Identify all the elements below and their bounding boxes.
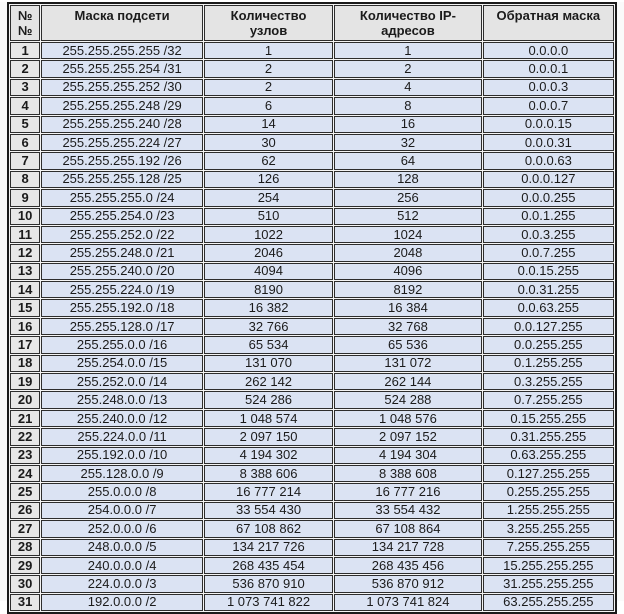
table-row bbox=[10, 263, 614, 280]
cell-wildcard: 0.0.0.127 bbox=[483, 171, 614, 188]
cell-wildcard: 0.0.255.255 bbox=[483, 336, 614, 353]
table-row bbox=[10, 483, 614, 500]
cell-mask: 255.255.255.248 /29 bbox=[41, 97, 203, 114]
cell-hosts: 134 217 726 bbox=[204, 539, 333, 556]
cell-num: 16 bbox=[10, 318, 40, 335]
table-row bbox=[10, 428, 614, 445]
cell-mask: 252.0.0.0 /6 bbox=[41, 520, 203, 537]
table-row bbox=[10, 465, 614, 482]
cell-num: 8 bbox=[10, 171, 40, 188]
cell-hosts: 2 bbox=[204, 60, 333, 77]
cell-num: 27 bbox=[10, 520, 40, 537]
cell-ips: 4 bbox=[334, 79, 481, 96]
cell-wildcard: 0.63.255.255 bbox=[483, 447, 614, 464]
cell-num: 3 bbox=[10, 79, 40, 96]
cell-wildcard: 31.255.255.255 bbox=[483, 575, 614, 592]
cell-ips: 8192 bbox=[334, 281, 481, 298]
cell-mask: 240.0.0.0 /4 bbox=[41, 557, 203, 574]
cell-mask: 255.255.255.224 /27 bbox=[41, 134, 203, 151]
header-ip-count: Количество IP-адресов bbox=[334, 5, 481, 41]
cell-wildcard: 0.0.0.15 bbox=[483, 116, 614, 133]
cell-wildcard: 0.0.0.255 bbox=[483, 189, 614, 206]
cell-ips: 1 073 741 824 bbox=[334, 594, 481, 611]
cell-wildcard: 0.0.1.255 bbox=[483, 208, 614, 225]
cell-ips: 134 217 728 bbox=[334, 539, 481, 556]
cell-num: 29 bbox=[10, 557, 40, 574]
cell-ips: 16 384 bbox=[334, 299, 481, 316]
cell-num: 19 bbox=[10, 373, 40, 390]
cell-mask: 255.192.0.0 /10 bbox=[41, 447, 203, 464]
cell-num: 6 bbox=[10, 134, 40, 151]
cell-mask: 255.240.0.0 /12 bbox=[41, 410, 203, 427]
cell-hosts: 30 bbox=[204, 134, 333, 151]
cell-mask: 255.255.252.0 /22 bbox=[41, 226, 203, 243]
cell-ips: 128 bbox=[334, 171, 481, 188]
header-row bbox=[10, 5, 614, 41]
cell-ips: 67 108 864 bbox=[334, 520, 481, 537]
cell-hosts: 16 382 bbox=[204, 299, 333, 316]
cell-mask: 224.0.0.0 /3 bbox=[41, 575, 203, 592]
cell-mask: 255.255.224.0 /19 bbox=[41, 281, 203, 298]
cell-hosts: 126 bbox=[204, 171, 333, 188]
table-row bbox=[10, 97, 614, 114]
subnet-table-body bbox=[10, 42, 614, 611]
cell-ips: 268 435 456 bbox=[334, 557, 481, 574]
cell-num: 4 bbox=[10, 97, 40, 114]
cell-hosts: 524 286 bbox=[204, 391, 333, 408]
cell-mask: 192.0.0.0 /2 bbox=[41, 594, 203, 611]
table-row bbox=[10, 134, 614, 151]
cell-wildcard: 0.1.255.255 bbox=[483, 355, 614, 372]
table-row bbox=[10, 281, 614, 298]
cell-num: 18 bbox=[10, 355, 40, 372]
cell-num: 11 bbox=[10, 226, 40, 243]
cell-hosts: 6 bbox=[204, 97, 333, 114]
cell-mask: 255.0.0.0 /8 bbox=[41, 483, 203, 500]
cell-ips: 256 bbox=[334, 189, 481, 206]
cell-num: 9 bbox=[10, 189, 40, 206]
cell-ips: 536 870 912 bbox=[334, 575, 481, 592]
header-wildcard-mask: Обратная маска bbox=[483, 5, 614, 41]
cell-wildcard: 0.0.127.255 bbox=[483, 318, 614, 335]
cell-wildcard: 0.0.15.255 bbox=[483, 263, 614, 280]
table-row bbox=[10, 116, 614, 133]
table-row bbox=[10, 171, 614, 188]
cell-mask: 255.255.0.0 /16 bbox=[41, 336, 203, 353]
cell-ips: 4096 bbox=[334, 263, 481, 280]
table-row bbox=[10, 502, 614, 519]
table-row bbox=[10, 189, 614, 206]
cell-mask: 255.254.0.0 /15 bbox=[41, 355, 203, 372]
cell-mask: 255.255.192.0 /18 bbox=[41, 299, 203, 316]
cell-hosts: 4094 bbox=[204, 263, 333, 280]
cell-hosts: 1 073 741 822 bbox=[204, 594, 333, 611]
table-row bbox=[10, 208, 614, 225]
table-row bbox=[10, 226, 614, 243]
cell-hosts: 8 388 606 bbox=[204, 465, 333, 482]
cell-mask: 255.255.255.240 /28 bbox=[41, 116, 203, 133]
cell-hosts: 14 bbox=[204, 116, 333, 133]
cell-wildcard: 0.0.0.63 bbox=[483, 152, 614, 169]
cell-ips: 1 bbox=[334, 42, 481, 59]
table-row bbox=[10, 152, 614, 169]
cell-num: 13 bbox=[10, 263, 40, 280]
cell-wildcard: 0.7.255.255 bbox=[483, 391, 614, 408]
cell-hosts: 2046 bbox=[204, 244, 333, 261]
cell-mask: 255.255.248.0 /21 bbox=[41, 244, 203, 261]
cell-mask: 255.255.255.252 /30 bbox=[41, 79, 203, 96]
table-row bbox=[10, 299, 614, 316]
cell-wildcard: 0.0.63.255 bbox=[483, 299, 614, 316]
cell-num: 23 bbox=[10, 447, 40, 464]
cell-num: 31 bbox=[10, 594, 40, 611]
subnet-mask-table bbox=[7, 2, 617, 614]
table-row bbox=[10, 594, 614, 611]
cell-mask: 255.255.255.128 /25 bbox=[41, 171, 203, 188]
cell-ips: 1 048 576 bbox=[334, 410, 481, 427]
cell-num: 10 bbox=[10, 208, 40, 225]
table-row bbox=[10, 410, 614, 427]
table-row bbox=[10, 557, 614, 574]
table-header bbox=[10, 5, 614, 41]
cell-ips: 2 097 152 bbox=[334, 428, 481, 445]
table-row bbox=[10, 318, 614, 335]
cell-ips: 2048 bbox=[334, 244, 481, 261]
header-host-count: Количество узлов bbox=[204, 5, 333, 41]
cell-num: 2 bbox=[10, 60, 40, 77]
cell-num: 1 bbox=[10, 42, 40, 59]
cell-ips: 524 288 bbox=[334, 391, 481, 408]
cell-num: 24 bbox=[10, 465, 40, 482]
table-row bbox=[10, 447, 614, 464]
cell-mask: 248.0.0.0 /5 bbox=[41, 539, 203, 556]
cell-wildcard: 0.31.255.255 bbox=[483, 428, 614, 445]
cell-hosts: 33 554 430 bbox=[204, 502, 333, 519]
cell-wildcard: 0.255.255.255 bbox=[483, 483, 614, 500]
cell-wildcard: 0.0.31.255 bbox=[483, 281, 614, 298]
cell-hosts: 1022 bbox=[204, 226, 333, 243]
cell-mask: 255.224.0.0 /11 bbox=[41, 428, 203, 445]
cell-hosts: 65 534 bbox=[204, 336, 333, 353]
cell-num: 25 bbox=[10, 483, 40, 500]
table-row bbox=[10, 539, 614, 556]
table-row bbox=[10, 391, 614, 408]
cell-mask: 255.248.0.0 /13 bbox=[41, 391, 203, 408]
cell-ips: 33 554 432 bbox=[334, 502, 481, 519]
cell-wildcard: 0.0.3.255 bbox=[483, 226, 614, 243]
cell-hosts: 32 766 bbox=[204, 318, 333, 335]
cell-ips: 8 388 608 bbox=[334, 465, 481, 482]
cell-num: 14 bbox=[10, 281, 40, 298]
cell-wildcard: 0.0.0.0 bbox=[483, 42, 614, 59]
cell-num: 21 bbox=[10, 410, 40, 427]
cell-wildcard: 0.0.0.3 bbox=[483, 79, 614, 96]
cell-mask: 255.255.255.0 /24 bbox=[41, 189, 203, 206]
cell-wildcard: 0.15.255.255 bbox=[483, 410, 614, 427]
cell-ips: 4 194 304 bbox=[334, 447, 481, 464]
cell-hosts: 510 bbox=[204, 208, 333, 225]
cell-mask: 255.252.0.0 /14 bbox=[41, 373, 203, 390]
cell-wildcard: 0.127.255.255 bbox=[483, 465, 614, 482]
table-row bbox=[10, 244, 614, 261]
cell-ips: 64 bbox=[334, 152, 481, 169]
cell-num: 26 bbox=[10, 502, 40, 519]
cell-hosts: 131 070 bbox=[204, 355, 333, 372]
cell-mask: 255.255.128.0 /17 bbox=[41, 318, 203, 335]
cell-wildcard: 3.255.255.255 bbox=[483, 520, 614, 537]
cell-ips: 32 bbox=[334, 134, 481, 151]
cell-wildcard: 1.255.255.255 bbox=[483, 502, 614, 519]
cell-num: 17 bbox=[10, 336, 40, 353]
table-row bbox=[10, 355, 614, 372]
cell-ips: 1024 bbox=[334, 226, 481, 243]
cell-hosts: 262 142 bbox=[204, 373, 333, 390]
header-number: №№ bbox=[10, 5, 40, 41]
table-row bbox=[10, 520, 614, 537]
cell-ips: 2 bbox=[334, 60, 481, 77]
table-row bbox=[10, 42, 614, 59]
cell-hosts: 1 bbox=[204, 42, 333, 59]
cell-hosts: 268 435 454 bbox=[204, 557, 333, 574]
cell-hosts: 62 bbox=[204, 152, 333, 169]
table-row bbox=[10, 373, 614, 390]
cell-wildcard: 15.255.255.255 bbox=[483, 557, 614, 574]
cell-wildcard: 0.3.255.255 bbox=[483, 373, 614, 390]
cell-wildcard: 0.0.0.31 bbox=[483, 134, 614, 151]
cell-wildcard: 0.0.0.7 bbox=[483, 97, 614, 114]
cell-mask: 255.255.240.0 /20 bbox=[41, 263, 203, 280]
cell-hosts: 16 777 214 bbox=[204, 483, 333, 500]
header-subnet-mask: Маска подсети bbox=[41, 5, 203, 41]
cell-hosts: 67 108 862 bbox=[204, 520, 333, 537]
table-row bbox=[10, 60, 614, 77]
cell-ips: 65 536 bbox=[334, 336, 481, 353]
cell-num: 12 bbox=[10, 244, 40, 261]
cell-ips: 16 bbox=[334, 116, 481, 133]
cell-wildcard: 7.255.255.255 bbox=[483, 539, 614, 556]
cell-num: 5 bbox=[10, 116, 40, 133]
cell-num: 22 bbox=[10, 428, 40, 445]
cell-num: 20 bbox=[10, 391, 40, 408]
cell-mask: 255.255.255.192 /26 bbox=[41, 152, 203, 169]
cell-mask: 254.0.0.0 /7 bbox=[41, 502, 203, 519]
cell-mask: 255.255.255.255 /32 bbox=[41, 42, 203, 59]
cell-hosts: 254 bbox=[204, 189, 333, 206]
cell-ips: 131 072 bbox=[334, 355, 481, 372]
cell-hosts: 1 048 574 bbox=[204, 410, 333, 427]
cell-hosts: 536 870 910 bbox=[204, 575, 333, 592]
cell-mask: 255.255.255.254 /31 bbox=[41, 60, 203, 77]
cell-hosts: 8190 bbox=[204, 281, 333, 298]
screenshot-root bbox=[0, 2, 624, 610]
cell-num: 15 bbox=[10, 299, 40, 316]
cell-hosts: 2 bbox=[204, 79, 333, 96]
cell-mask: 255.255.254.0 /23 bbox=[41, 208, 203, 225]
cell-hosts: 2 097 150 bbox=[204, 428, 333, 445]
cell-ips: 262 144 bbox=[334, 373, 481, 390]
cell-num: 28 bbox=[10, 539, 40, 556]
cell-hosts: 4 194 302 bbox=[204, 447, 333, 464]
cell-ips: 32 768 bbox=[334, 318, 481, 335]
cell-ips: 16 777 216 bbox=[334, 483, 481, 500]
table-row bbox=[10, 336, 614, 353]
cell-ips: 512 bbox=[334, 208, 481, 225]
cell-wildcard: 63.255.255.255 bbox=[483, 594, 614, 611]
table-row bbox=[10, 575, 614, 592]
cell-wildcard: 0.0.0.1 bbox=[483, 60, 614, 77]
cell-num: 30 bbox=[10, 575, 40, 592]
table-row bbox=[10, 79, 614, 96]
cell-num: 7 bbox=[10, 152, 40, 169]
cell-wildcard: 0.0.7.255 bbox=[483, 244, 614, 261]
cell-ips: 8 bbox=[334, 97, 481, 114]
cell-mask: 255.128.0.0 /9 bbox=[41, 465, 203, 482]
